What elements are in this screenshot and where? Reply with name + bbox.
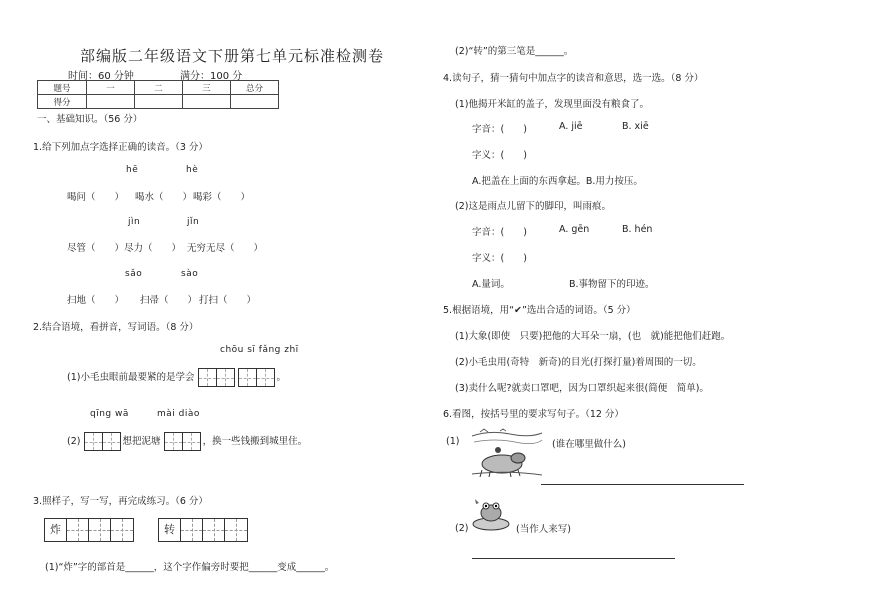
pinyin: qīng wā [90,409,129,419]
pinyin: hē [126,165,139,175]
pinyin: chōu sī fǎng zhī [220,345,299,355]
q4-sentence-2: (2)这是雨点儿留下的脚印，叫雨痕。 [455,201,611,212]
tian-grid-answer[interactable] [164,432,200,451]
score-input-cell[interactable] [87,95,135,109]
score-table-cell: 三 [183,81,231,95]
q4-sound-1: 字音：( ) [472,124,527,135]
score-table-cell: 得分 [38,95,87,109]
score-input-cell[interactable] [231,95,279,109]
section-heading: 一、基础知识。（56 分） [37,114,143,125]
question-3-stem: 3.照样子，写一写，再完成练习。（6 分） [33,496,208,507]
q4-meaning-2: 字义：( ) [472,253,527,264]
q1-item: 喝彩（ ） [193,192,251,203]
copy-grid-zhuan[interactable] [158,518,248,542]
question-2-stem: 2.结合语境，看拼音，写词语。（8 分） [33,322,199,333]
answer-line[interactable] [472,558,675,559]
tian-grid-answer[interactable] [198,368,234,387]
q1-item: 打扫（ ） [199,295,257,306]
buffalo-river-illustration [470,428,544,478]
q6-item-1-label: (1) [446,436,460,447]
q4-sentence-1: (1)他揭开米缸的盖子，发现里面没有粮食了。 [455,99,649,110]
model-char: 转 [159,519,181,541]
score-input-cell[interactable] [183,95,231,109]
page-title: 部编版二年级语文下册第七单元标准检测卷 [80,47,385,65]
q4-option: B. hén [622,224,653,235]
q2-sentence-2 [67,432,307,451]
q2-sentence-2-mid: 想把泥塘 [122,436,161,447]
q6-hint-2: (当作人来写) [516,524,571,535]
exam-time: 时间：60 分钟 [68,71,134,82]
frog-lily-illustration [470,496,512,532]
q4-meaning-options-1: A.把盖在上面的东西拿起。B.用力按压。 [472,176,643,187]
q2-sentence-1 [67,368,286,387]
q1-item: 喝水（ ） [135,192,193,203]
q1-item: 无穷无尽（ ） [187,243,264,254]
pinyin: hè [186,165,199,175]
tian-grid-answer[interactable] [238,368,274,387]
q4-option: B. xiē [622,121,649,132]
q3-sub-2: (2)“转”的第三笔是______。 [455,46,574,57]
question-5-stem: 5.根据语境，用“✔”选出合适的词语。（5 分） [443,305,636,316]
tian-grid-answer[interactable] [84,432,120,451]
question-1-stem: 1.给下列加点字选择正确的读音。（3 分） [33,142,208,153]
score-table-cell: 题号 [38,81,87,95]
copy-grid-zha[interactable] [44,518,134,542]
question-6-stem: 6.看图，按括号里的要求写句子。（12 分） [443,409,624,420]
q4-option: A.量词。 [472,279,510,290]
q1-item: 扫帚（ ） [140,295,198,306]
q2-sentence-2-pre: (2) [67,436,81,447]
question-4-stem: 4.读句子，猜一猜句中加点字的读音和意思，选一选。（8 分） [443,73,704,84]
pinyin: sào [181,269,199,279]
q1-item: 尽管（ ）尽力（ ） [67,243,182,254]
q4-meaning-1: 字义：( ) [472,150,527,161]
score-input-cell[interactable] [135,95,183,109]
q4-option: B.事物留下的印迹。 [569,279,655,290]
exam-score-total: 满分：100 分 [180,71,243,82]
q6-item-2-label: (2) [455,523,469,534]
model-char: 炸 [45,519,67,541]
q6-hint-1: (谁在哪里做什么) [552,439,626,450]
q1-item: 扫地（ ） [67,295,125,306]
q2-sentence-1-post: 。 [276,372,287,383]
answer-line[interactable] [541,484,744,485]
pinyin: mài diào [157,409,200,419]
q2-sentence-2-post: ，换一些钱搬到城里住。 [202,436,308,447]
q2-sentence-1-pre: (1)小毛虫眼前最要紧的是学会 [67,372,195,383]
q1-item: 喝问（ ） [67,192,125,203]
q5-sentence-1: (1)大象(即使 只要)把他的大耳朵一扇，(也 就)能把他们赶跑。 [455,331,731,342]
score-table-cell: 二 [135,81,183,95]
q5-sentence-3: (3)卖什么呢?就卖口罩吧，因为口罩织起来很(简便 简单)。 [455,383,709,394]
pinyin: sǎo [125,269,143,279]
score-table [37,80,279,109]
q4-option: A. jiē [559,121,583,132]
score-table-cell: 总分 [231,81,279,95]
pinyin: jìn [128,217,141,227]
pinyin: jǐn [187,217,200,227]
q4-sound-2: 字音：( ) [472,227,527,238]
score-table-cell: 一 [87,81,135,95]
q3-sub-1: (1)“炸”字的部首是______，这个字作偏旁时要把______变成______。 [45,562,335,573]
q5-sentence-2: (2)小毛虫用(奇特 新奇)的目光(打探打量)着周围的一切。 [455,357,702,368]
q4-option: A. gēn [559,224,590,235]
